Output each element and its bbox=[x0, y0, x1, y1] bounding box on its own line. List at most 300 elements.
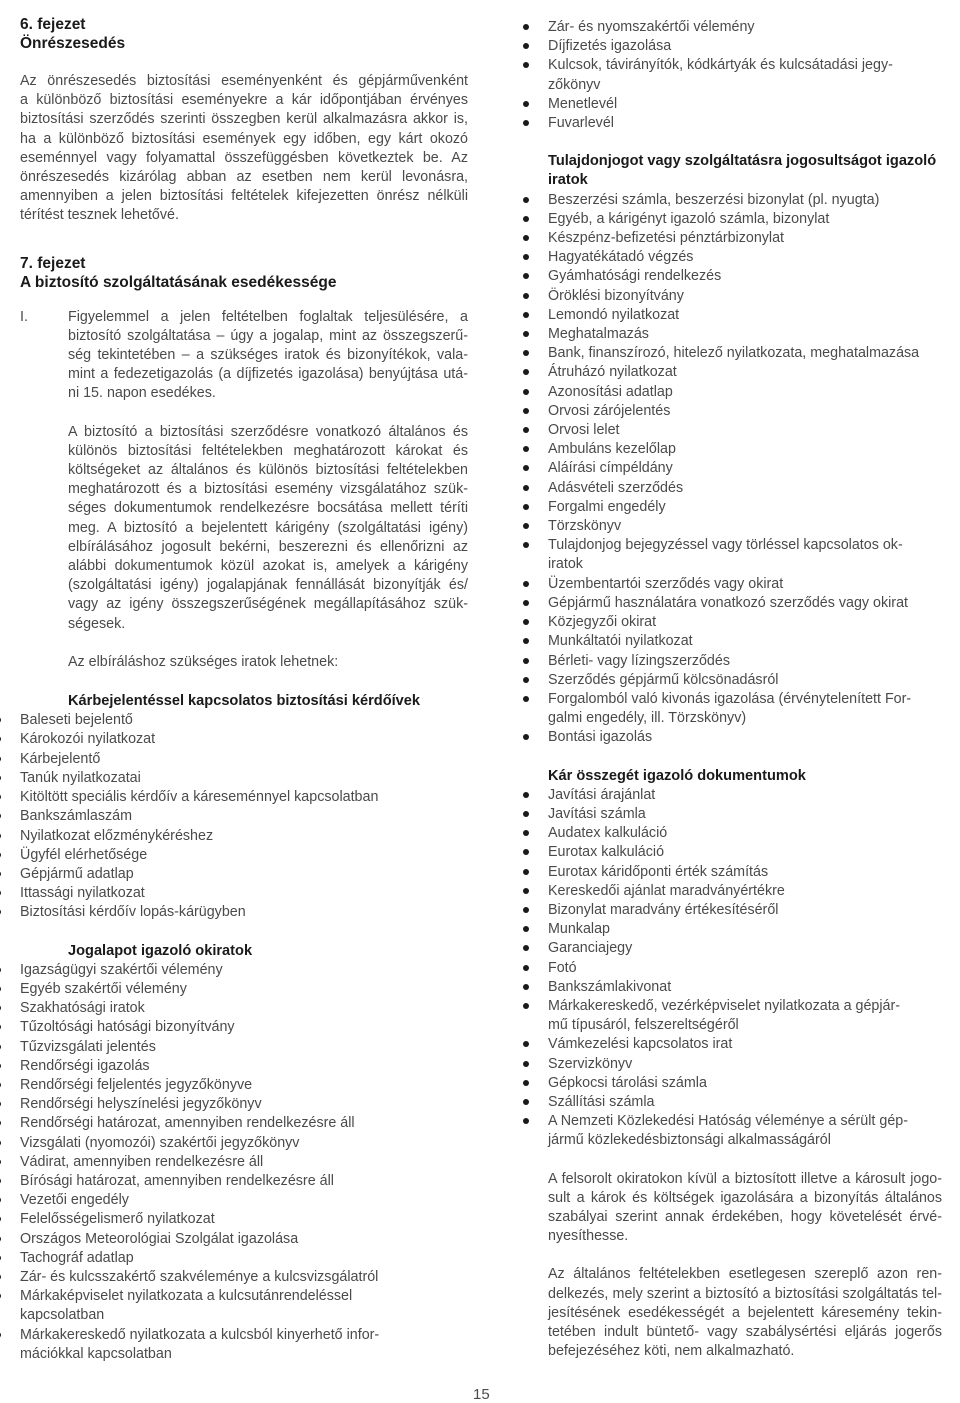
bullet-icon bbox=[0, 756, 1, 762]
list-item bbox=[548, 363, 942, 382]
list-item-text: Zár- és kulcsszakértő szakvéleménye a kulcsvizsgálatról bbox=[20, 1268, 379, 1285]
bullet-icon bbox=[523, 658, 529, 664]
bullet-icon bbox=[523, 216, 529, 222]
list-item-text: jármű közlekedésbiztonsági alkalmasságáról bbox=[548, 1132, 831, 1149]
text-line: térítést tesznek lehetővé. bbox=[20, 207, 179, 224]
documents-intro: Az elbíráláshoz szükséges iratok lehetnek: bbox=[68, 653, 339, 670]
list-item-text: Tanúk nyilatkozatai bbox=[20, 769, 141, 786]
bullet-icon bbox=[0, 813, 1, 819]
bullet-icon bbox=[523, 792, 529, 798]
list-item bbox=[20, 1249, 468, 1268]
list-item-text: Szállítási számla bbox=[548, 1093, 655, 1110]
bullet-icon bbox=[523, 888, 529, 894]
bullet-icon bbox=[0, 1274, 1, 1280]
list-item-text: Fuvarlevél bbox=[548, 115, 614, 132]
list-item bbox=[548, 383, 942, 402]
list-item bbox=[548, 287, 942, 306]
bullet-icon bbox=[523, 43, 529, 49]
bullet-icon bbox=[0, 1159, 1, 1165]
list-item-text: A Nemzeti Közlekedési Hatóság véleménye a sérült gép- bbox=[548, 1113, 908, 1130]
text-line: a különböző biztosítási eseményekre a kár időpontjában érvényes bbox=[20, 92, 468, 109]
list-item bbox=[20, 961, 468, 980]
list-item bbox=[20, 1114, 468, 1133]
section-7-item-2-text bbox=[68, 423, 468, 634]
text-line: jesítésének esedékességét a bejelentett káresemény tekin- bbox=[548, 1304, 942, 1321]
list-item bbox=[548, 56, 942, 94]
list-item-text: Ittassági nyilatkozat bbox=[20, 885, 145, 902]
list-item-text: Gépkocsi tárolási számla bbox=[548, 1074, 707, 1091]
list-item bbox=[548, 1055, 942, 1074]
list-item bbox=[20, 1268, 468, 1287]
bullet-icon bbox=[0, 775, 1, 781]
list-item-text: Nyilatkozat előzménykéréshez bbox=[20, 827, 214, 844]
list-item bbox=[20, 884, 468, 903]
text-line: elbírálásához jogosult bekérni, beszerezni és ellenőrizni az bbox=[68, 538, 468, 555]
list-item-text: Díjfizetés igazolása bbox=[548, 38, 672, 55]
list-item bbox=[20, 711, 468, 730]
bullet-icon bbox=[0, 1293, 1, 1299]
list-item bbox=[548, 114, 942, 133]
list-item bbox=[548, 1112, 942, 1150]
bullet-icon bbox=[0, 736, 1, 742]
text-line: biztosító szolgáltatása – úgy a jogalap, mint az összegszerű- bbox=[68, 327, 468, 344]
list-item bbox=[548, 594, 942, 613]
list-item-text: Közjegyzői okirat bbox=[548, 614, 657, 631]
list-item-text: zőkönyv bbox=[548, 76, 601, 93]
list-item bbox=[548, 728, 942, 747]
text-line: ség tekintetében – a szükséges iratok és bizonyítékok, vala- bbox=[68, 347, 468, 364]
list-item-text: Bankszámlakivonat bbox=[548, 978, 672, 995]
bullet-icon bbox=[0, 1140, 1, 1146]
list-item bbox=[548, 690, 942, 728]
bullet-icon bbox=[523, 734, 529, 740]
section-6-body bbox=[20, 72, 468, 226]
list-item bbox=[548, 479, 942, 498]
damage-docs-heading: Kár összegét igazoló dokumentumok bbox=[548, 767, 806, 784]
bullet-icon bbox=[0, 1332, 1, 1338]
list-item-text: mációkkal kapcsolatban bbox=[20, 1345, 172, 1362]
list-item bbox=[548, 959, 942, 978]
list-item-text: Eurotax kalkuláció bbox=[548, 844, 665, 861]
text-line: (szolgáltatási igény) jogalapjának fennállását bizonyítják és/ bbox=[68, 577, 468, 594]
bullet-icon bbox=[523, 965, 529, 971]
text-line: Az általános feltételekben esetlegesen szereplő azon ren- bbox=[548, 1266, 942, 1283]
list-item bbox=[20, 980, 468, 999]
list-item-text: Bontási igazolás bbox=[548, 729, 653, 746]
list-item bbox=[20, 750, 468, 769]
bullet-icon bbox=[0, 967, 1, 973]
list-item-text: Garanciajegy bbox=[548, 940, 633, 957]
list-item-text: Javítási számla bbox=[548, 805, 646, 822]
bullet-icon bbox=[523, 1041, 529, 1047]
bullet-icon bbox=[523, 542, 529, 548]
ownership-docs-list bbox=[548, 191, 942, 748]
list-item-text: Ügyfél elérhetősége bbox=[20, 846, 148, 863]
bullet-icon bbox=[523, 369, 529, 375]
bullet-icon bbox=[0, 1082, 1, 1088]
list-item-text: Bankszámlaszám bbox=[20, 808, 133, 825]
list-item-text: Károkozói nyilatkozat bbox=[20, 731, 156, 748]
claim-docs-list bbox=[20, 711, 468, 922]
list-item-text: Szervizkönyv bbox=[548, 1055, 633, 1072]
bullet-icon bbox=[0, 1236, 1, 1242]
list-item-text: Gépjármű használatára vonatkozó szerződés vagy okirat bbox=[548, 594, 908, 611]
section-7-item-1-text bbox=[68, 308, 468, 404]
list-item-text: Javítási árajánlat bbox=[548, 786, 656, 803]
list-item bbox=[548, 786, 942, 805]
list-item-text: Audatex kalkuláció bbox=[548, 825, 668, 842]
list-item-text: Bank, finanszírozó, hitelező nyilatkozata, meghatalmazása bbox=[548, 345, 920, 362]
list-item-text: kapcsolatban bbox=[20, 1307, 105, 1324]
list-item-text: Forgalmi engedély bbox=[548, 498, 666, 515]
list-item bbox=[548, 248, 942, 267]
list-item bbox=[548, 939, 942, 958]
list-item bbox=[20, 1153, 468, 1172]
list-item bbox=[548, 498, 942, 517]
section-7-item-1 bbox=[20, 308, 468, 404]
list-item bbox=[20, 1210, 468, 1229]
list-item-text: Szerződés gépjármű kölcsönadásról bbox=[548, 671, 779, 688]
list-item bbox=[20, 1134, 468, 1153]
text-line: tetében indult büntető- vagy szabálysértési eljárás jogerős bbox=[548, 1324, 942, 1340]
list-item-text: Üzembentartói szerződés vagy okirat bbox=[548, 575, 784, 592]
list-item bbox=[548, 1074, 942, 1093]
text-line: önrészesedés kizárólag abban az esetben nem kerül levonásra, bbox=[20, 169, 468, 186]
list-item-text: Vezetői engedély bbox=[20, 1192, 129, 1209]
section-7-title: A biztosító szolgáltatásának esedékessége bbox=[20, 273, 337, 291]
text-line: ni 15. napon esedékes. bbox=[68, 385, 216, 402]
list-item bbox=[20, 1095, 468, 1114]
bullet-icon bbox=[523, 1118, 529, 1124]
list-item-text: Igazságügyi szakértői vélemény bbox=[20, 961, 223, 978]
text-line: Az önrészesedés biztosítási eseményenként és gépjárművenként bbox=[20, 73, 468, 89]
list-item bbox=[20, 1287, 468, 1325]
section-7-number: 7. fejezet bbox=[20, 254, 86, 272]
list-item-text: Bizonylat maradvány értékesítéséről bbox=[548, 901, 779, 918]
bullet-icon bbox=[0, 1005, 1, 1011]
text-line: séges dokumentumok rendelkezésre bocsátása mellett téríti bbox=[68, 500, 468, 517]
heading-line: Tulajdonjogot vagy szolgáltatásra jogosultságot igazoló bbox=[548, 153, 937, 170]
bullet-icon bbox=[523, 235, 529, 241]
bullet-icon bbox=[523, 811, 529, 817]
list-item-text: galmi engedély, ill. Törzskönyv) bbox=[548, 710, 747, 727]
legal-docs-list bbox=[20, 961, 468, 1364]
list-item-text: Hagyatékátadó végzés bbox=[548, 249, 694, 266]
list-item bbox=[548, 575, 942, 594]
list-item bbox=[548, 997, 942, 1035]
bullet-icon bbox=[523, 389, 529, 395]
list-item bbox=[20, 769, 468, 788]
list-item-text: Meghatalmazás bbox=[548, 326, 649, 343]
list-item bbox=[20, 827, 468, 846]
bullet-icon bbox=[0, 717, 1, 723]
list-item bbox=[20, 903, 468, 922]
bullet-icon bbox=[523, 408, 529, 414]
list-item-text: Beszerzési számla, beszerzési bizonylat (pl. nyugta) bbox=[548, 191, 880, 208]
list-item-text: Törzskönyv bbox=[548, 518, 622, 535]
list-item-text: Fotó bbox=[548, 959, 577, 976]
list-item-text: Vizsgálati (nyomozói) szakértői jegyzőkönyv bbox=[20, 1134, 300, 1151]
list-item-text: Bérleti- vagy lízingszerződés bbox=[548, 652, 730, 669]
bullet-icon bbox=[523, 120, 529, 126]
list-item bbox=[548, 402, 942, 421]
list-item-text: mű típusáról, felszereltségéről bbox=[548, 1017, 739, 1034]
bullet-icon bbox=[523, 523, 529, 529]
heading-line: iratok bbox=[548, 172, 588, 189]
bullet-icon bbox=[523, 849, 529, 855]
list-item-text: Márkaképviselet nyilatkozata a kulcsutánrendeléssel bbox=[20, 1288, 353, 1305]
list-item bbox=[20, 846, 468, 865]
bullet-icon bbox=[0, 852, 1, 858]
list-item-text: Lemondó nyilatkozat bbox=[548, 306, 680, 323]
left-column bbox=[20, 0, 468, 1364]
list-item bbox=[548, 267, 942, 286]
bullet-icon bbox=[523, 350, 529, 356]
bullet-icon bbox=[523, 1080, 529, 1086]
list-item-text: Ambuláns kezelőlap bbox=[548, 441, 676, 458]
bullet-icon bbox=[523, 427, 529, 433]
bullet-icon bbox=[523, 619, 529, 625]
bullet-icon bbox=[0, 1216, 1, 1222]
list-item-text: Szakhatósági iratok bbox=[20, 1000, 145, 1017]
list-item bbox=[548, 344, 942, 363]
text-line: A biztosító a biztosítási szerződésre vonatkozó általános és bbox=[68, 423, 468, 440]
list-item bbox=[20, 1172, 468, 1191]
claim-docs-heading: Kárbejelentéssel kapcsolatos biztosítási kérdőívek bbox=[68, 693, 421, 710]
right-column bbox=[548, 0, 942, 1361]
list-item-text: Vádirat, amennyiben rendelkezésre áll bbox=[20, 1153, 264, 1170]
list-item bbox=[548, 229, 942, 248]
closing-paragraph-1 bbox=[548, 1170, 942, 1247]
list-item bbox=[548, 824, 942, 843]
bullet-icon bbox=[523, 581, 529, 587]
list-item-text: Menetlevél bbox=[548, 95, 618, 112]
bullet-icon bbox=[523, 197, 529, 203]
list-item bbox=[548, 843, 942, 862]
bullet-icon bbox=[523, 945, 529, 951]
list-item bbox=[548, 421, 942, 440]
list-item-text: Biztosítási kérdőív lopás-kárügyben bbox=[20, 904, 246, 921]
list-item-text: Kulcsok, távirányítók, kódkártyák és kulcsátadási jegy- bbox=[548, 57, 893, 74]
bullet-icon bbox=[0, 833, 1, 839]
list-item bbox=[548, 440, 942, 459]
bullet-icon bbox=[0, 871, 1, 877]
list-item bbox=[20, 788, 468, 807]
list-item-text: Baleseti bejelentő bbox=[20, 712, 133, 729]
bullet-icon bbox=[523, 696, 529, 702]
list-item-text: Kereskedői ajánlat maradványértékre bbox=[548, 882, 785, 899]
bullet-icon bbox=[0, 1024, 1, 1030]
list-item-text: Öröklési bizonyítvány bbox=[548, 287, 684, 304]
list-item bbox=[548, 37, 942, 56]
list-item bbox=[548, 210, 942, 229]
list-item-text: Tűzvizsgálati jelentés bbox=[20, 1038, 156, 1055]
list-item bbox=[548, 536, 942, 574]
bullet-icon bbox=[523, 312, 529, 318]
bullet-icon bbox=[523, 1099, 529, 1105]
text-line: különös biztosítási feltételekben meghatározott károkat és bbox=[68, 442, 468, 459]
bullet-icon bbox=[523, 830, 529, 836]
list-item bbox=[548, 95, 942, 114]
bullet-icon bbox=[0, 1101, 1, 1107]
bullet-icon bbox=[0, 890, 1, 896]
text-line: sult a károk és költségek igazolására a bizonyítás általános bbox=[548, 1189, 942, 1206]
bullet-icon bbox=[523, 273, 529, 279]
bullet-icon bbox=[523, 254, 529, 260]
text-line: amennyiben a jelen biztosítási feltételek kifejezetten önrész nélküli bbox=[20, 188, 468, 205]
text-line: nyesíthesse. bbox=[548, 1228, 629, 1245]
bullet-icon bbox=[523, 1061, 529, 1067]
list-item-text: Tűzoltósági hatósági bizonyítvány bbox=[20, 1019, 235, 1036]
list-item-text: Azonosítási adatlap bbox=[548, 383, 673, 400]
list-item bbox=[20, 1230, 468, 1249]
list-item-text: Zár- és nyomszakértői vélemény bbox=[548, 19, 755, 35]
bullet-icon bbox=[523, 600, 529, 606]
bullet-icon bbox=[523, 62, 529, 68]
list-item bbox=[20, 999, 468, 1018]
list-item-text: Márkakereskedő, vezérképviselet nyilatkozata a gépjár- bbox=[548, 997, 901, 1014]
list-item bbox=[548, 306, 942, 325]
page-number: 15 bbox=[473, 1386, 490, 1403]
list-item bbox=[20, 865, 468, 884]
bullet-icon bbox=[0, 986, 1, 992]
bullet-icon bbox=[523, 101, 529, 107]
list-item-text: Adásvételi szerződés bbox=[548, 479, 684, 496]
list-item bbox=[548, 18, 942, 37]
text-line: eseménnyel vagy folyamattal összefüggésben következtek be. Az bbox=[20, 149, 468, 166]
list-item-text: Gyámhatósági rendelkezés bbox=[548, 268, 722, 285]
list-item bbox=[20, 1057, 468, 1076]
text-line: meghatározott és a biztosítási esemény vizsgálatához szük- bbox=[68, 481, 468, 498]
list-item bbox=[548, 325, 942, 344]
list-item bbox=[548, 978, 942, 997]
text-line: alábbi dokumentumok közül azokat is, amelyek a kárigény bbox=[68, 558, 468, 575]
text-line: meg. A biztosító a bejelentett kárigény (szolgáltatási igény) bbox=[68, 519, 468, 536]
list-item bbox=[548, 1093, 942, 1112]
list-item bbox=[548, 632, 942, 651]
text-line: költségeket az általános és különös biztosítási feltételekben bbox=[68, 462, 468, 479]
section-6-number: 6. fejezet bbox=[20, 16, 86, 33]
list-item bbox=[20, 807, 468, 826]
bullet-icon bbox=[523, 24, 529, 30]
list-item bbox=[548, 517, 942, 536]
bullet-icon bbox=[0, 1197, 1, 1203]
list-item bbox=[548, 805, 942, 824]
bullet-icon bbox=[523, 465, 529, 471]
list-item-text: Eurotax káridőponti érték számítás bbox=[548, 863, 769, 880]
text-line: szabályai szerint annak érdekében, hogy követelését érvé- bbox=[548, 1208, 942, 1225]
list-item bbox=[20, 1326, 468, 1364]
closing-paragraph-2 bbox=[548, 1265, 942, 1361]
bullet-icon bbox=[0, 794, 1, 800]
bullet-icon bbox=[523, 926, 529, 932]
bullet-icon bbox=[523, 504, 529, 510]
list-item-text: Munkalap bbox=[548, 921, 610, 938]
text-line: delkezés, mely szerint a biztosító a biztosítási szolgáltatás tel- bbox=[548, 1285, 942, 1302]
bullet-icon bbox=[0, 1120, 1, 1126]
text-line: biztosítási szerződés szerinti összegben kerül alkalmazásra akkor is, bbox=[20, 111, 468, 128]
bullet-icon bbox=[0, 1255, 1, 1261]
bullet-icon bbox=[0, 909, 1, 915]
list-item-text: Márkakereskedő nyilatkozata a kulcsból kinyerhető infor- bbox=[20, 1326, 380, 1343]
bullet-icon bbox=[523, 331, 529, 337]
legal-docs-heading: Jogalapot igazoló okiratok bbox=[68, 942, 253, 959]
text-line: ha a különböző biztosítási események egy időben, egy kárt okozó bbox=[20, 130, 468, 147]
list-item-text: Vámkezelési kapcsolatos irat bbox=[548, 1036, 733, 1053]
list-item bbox=[20, 730, 468, 749]
bullet-icon bbox=[523, 485, 529, 491]
text-line: befejezéséhez köti, nem alkalmazható. bbox=[548, 1343, 795, 1360]
list-item bbox=[548, 863, 942, 882]
list-item-text: Orvosi zárójelentés bbox=[548, 402, 671, 419]
list-item-text: Orvosi lelet bbox=[548, 422, 620, 439]
list-item-text: Aláírási címpéldány bbox=[548, 460, 673, 477]
list-item-text: Kárbejelentő bbox=[20, 750, 101, 767]
list-item-text: Bírósági határozat, amennyiben rendelkezésre áll bbox=[20, 1172, 334, 1189]
list-item bbox=[548, 1035, 942, 1054]
list-item-text: Átruházó nyilatkozat bbox=[548, 364, 677, 381]
list-item bbox=[20, 1018, 468, 1037]
bullet-icon bbox=[523, 677, 529, 683]
list-item bbox=[548, 901, 942, 920]
list-item bbox=[20, 1038, 468, 1057]
bullet-icon bbox=[523, 907, 529, 913]
bullet-icon bbox=[0, 1044, 1, 1050]
list-item-text: Felelősségelismerő nyilatkozat bbox=[20, 1211, 215, 1228]
list-item-text: Tulajdonjog bejegyzéssel vagy törléssel kapcsolatos ok- bbox=[548, 537, 903, 554]
list-item-text: Készpénz-befizetési pénztárbizonylat bbox=[548, 230, 785, 247]
list-item bbox=[20, 1191, 468, 1210]
bullet-icon bbox=[523, 984, 529, 990]
list-item bbox=[548, 671, 942, 690]
damage-docs-list bbox=[548, 786, 942, 1151]
text-line: mint a fedezetigazolás (a díjfizetés igazolása) benyújtása utá- bbox=[68, 366, 468, 383]
list-item-text: Rendőrségi helyszínelési jegyzőkönyv bbox=[20, 1096, 262, 1113]
list-item bbox=[548, 613, 942, 632]
bullet-icon bbox=[0, 1063, 1, 1069]
list-item-text: Rendőrségi feljelentés jegyzőkönyve bbox=[20, 1076, 253, 1093]
list-item-text: Munkáltatói nyilatkozat bbox=[548, 633, 693, 650]
list-item bbox=[548, 191, 942, 210]
list-item bbox=[20, 1076, 468, 1095]
list-item bbox=[548, 920, 942, 939]
text-line: A felsorolt okiratokon kívül a biztosított illetve a károsult jogo- bbox=[548, 1170, 942, 1187]
legal-docs-continued-list bbox=[548, 18, 942, 133]
list-item-text: Egyéb szakértői vélemény bbox=[20, 980, 187, 997]
section-6-title: Önrészesedés bbox=[20, 35, 126, 52]
list-item bbox=[548, 459, 942, 478]
bullet-icon bbox=[523, 638, 529, 644]
list-item-text: iratok bbox=[548, 556, 583, 573]
bullet-icon bbox=[523, 869, 529, 875]
text-line: vagy az igény összegszerűségének megállapításához szük- bbox=[68, 596, 468, 613]
list-item-text: Forgalomból való kivonás igazolása (érvénytelenített For- bbox=[548, 690, 912, 707]
bullet-icon bbox=[0, 1178, 1, 1184]
bullet-icon bbox=[523, 1003, 529, 1009]
list-item-text: Rendőrségi igazolás bbox=[20, 1057, 150, 1074]
list-item bbox=[548, 652, 942, 671]
list-item-text: Gépjármű adatlap bbox=[20, 865, 134, 882]
list-item-text: Tachográf adatlap bbox=[20, 1249, 134, 1266]
roman-numeral: I. bbox=[20, 308, 28, 325]
list-item-text: Egyéb, a kárigényt igazoló számla, bizonylat bbox=[548, 210, 830, 227]
text-line: Figyelemmel a jelen feltételben foglaltak teljesülésére, a bbox=[68, 308, 468, 325]
list-item-text: Rendőrségi határozat, amennyiben rendelkezésre áll bbox=[20, 1115, 355, 1132]
list-item bbox=[548, 882, 942, 901]
bullet-icon bbox=[523, 293, 529, 299]
list-item-text: Kitöltött speciális kérdőív a káreseménnyel kapcsolatban bbox=[20, 789, 379, 806]
list-item-text: Országos Meteorológiai Szolgálat igazolása bbox=[20, 1230, 299, 1247]
